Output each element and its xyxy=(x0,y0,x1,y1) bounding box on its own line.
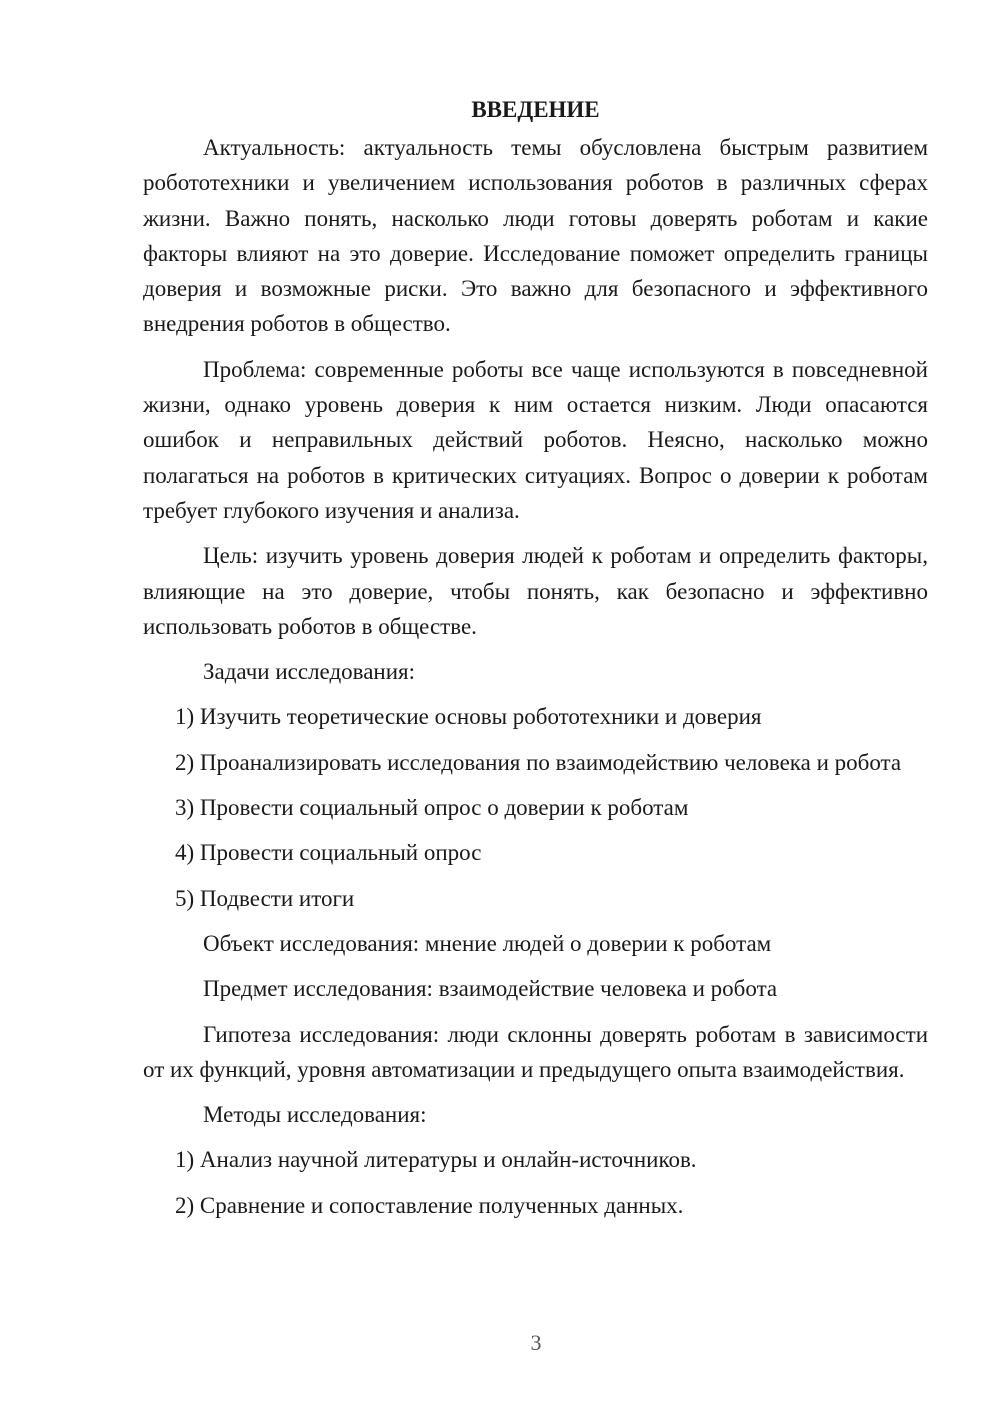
research-subject: Предмет исследования: взаимодействие человека и робота xyxy=(203,976,778,1002)
task-item: 1) Изучить теоретические основы робототехники и доверия xyxy=(175,704,762,730)
task-item: 5) Подвести итоги xyxy=(175,885,355,911)
method-item: 1) Анализ научной литературы и онлайн-источников. xyxy=(175,1147,697,1173)
methods-heading: Методы исследования: xyxy=(203,1102,427,1128)
method-item: 2) Сравнение и сопоставление полученных данных. xyxy=(175,1192,684,1218)
problem-paragraph: Проблема: современные роботы все чаще используются в повседневной жизни, однако уровень доверия к ним остается низким. Люди опасаются ошибок и неправильных действий роботов. Неясно, насколько можно полагаться на роботов в критических ситуациях. Вопрос о доверии к роботам требует глубокого изучения и анализа. xyxy=(143,356,928,523)
section-title: ВВЕДЕНИЕ xyxy=(471,97,600,122)
task-item: 3) Провести социальный опрос о доверии к роботам xyxy=(175,795,689,821)
task-item: 2) Проанализировать исследования по взаимодействию человека и робота xyxy=(175,749,902,775)
tasks-heading: Задачи исследования: xyxy=(203,659,416,685)
hypothesis-paragraph: Гипотеза исследования: люди склонны доверять роботам в зависимости от их функций, уровня автоматизации и предыдущего опыта взаимодействия. xyxy=(143,1021,928,1082)
document-page xyxy=(143,92,928,1233)
relevance-paragraph: Актуальность: актуальность темы обусловлена быстрым развитием робототехники и увеличением использования роботов в различных сферах жизни. Важно понять, насколько люди готовы доверять роботам и какие факторы влияют на это доверие. Исследование поможет определить границы доверия и возможные риски. Это важно для безопасного и эффективного внедрения роботов в общество. xyxy=(143,135,928,337)
research-object: Объект исследования: мнение людей о доверии к роботам xyxy=(203,930,772,956)
task-item: 4) Провести социальный опрос xyxy=(175,840,482,866)
page-number: 3 xyxy=(530,1330,542,1355)
goal-paragraph: Цель: изучить уровень доверия людей к роботам и определить факторы, влияющие на это доверие, чтобы понять, как безопасно и эффективно использовать роботов в обществе. xyxy=(143,543,928,639)
